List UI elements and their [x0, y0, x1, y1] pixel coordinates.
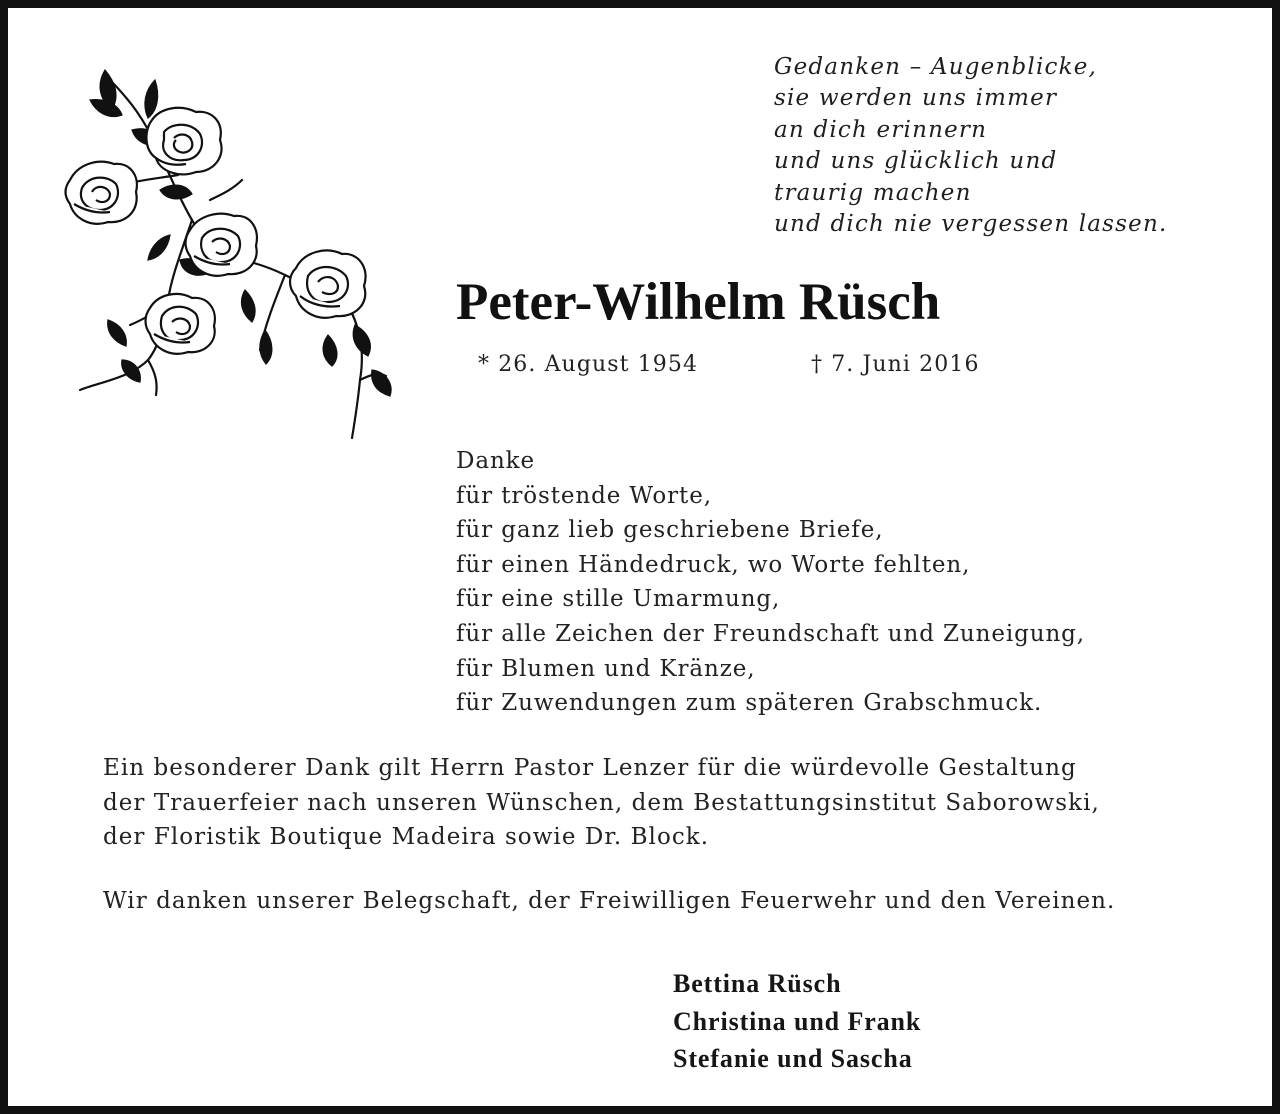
poem-line: und uns glücklich und [774, 148, 1058, 175]
poem-line: Gedanken – Augenblicke, [774, 54, 1098, 80]
memorial-poem [774, 52, 1168, 240]
thanks-line: für alle Zeichen der Freundschaft und Zuneigung, [456, 620, 1086, 647]
signature-line: Christina und Frank [673, 1006, 922, 1036]
thanks-line: für tröstende Worte, [456, 482, 712, 509]
thanks-line: für ganz lieb geschriebene Briefe, [456, 517, 884, 544]
paragraph-line: der Floristik Boutique Madeira sowie Dr. Block. [103, 824, 710, 851]
thanks-list [456, 444, 1085, 721]
thanks-line: für Blumen und Kränze, [456, 655, 756, 682]
poem-line: sie werden uns immer [774, 85, 1058, 112]
thanks-line: für eine stille Umarmung, [456, 586, 781, 613]
special-thanks-paragraph [103, 751, 1100, 855]
deceased-name: Peter-Wilhelm Rüsch [456, 273, 941, 331]
staff-thanks-paragraph: Wir danken unserer Belegschaft, der Freiwilligen Feuerwehr und den Vereinen. [103, 888, 1116, 914]
roses-illustration-icon [60, 60, 405, 440]
signature-line: Bettina Rüsch [673, 969, 842, 998]
death-date: † 7. Juni 2016 [811, 352, 980, 377]
poem-line: und dich nie vergessen lassen. [774, 211, 1168, 238]
signatures [673, 965, 921, 1078]
paragraph-line: der Trauerfeier nach unseren Wünschen, dem Bestattungsinstitut Saborowski, [103, 789, 1100, 816]
poem-line: traurig machen [774, 179, 972, 206]
thanks-line: Danke [456, 448, 536, 474]
paragraph-line: Ein besonderer Dank gilt Herrn Pastor Lenzer für die würdevolle Gestaltung [103, 755, 1077, 781]
signature-line: Stefanie und Sascha [673, 1044, 913, 1073]
thanks-line: für Zuwendungen zum späteren Grabschmuck. [456, 690, 1043, 717]
poem-line: an dich erinnern [774, 116, 988, 143]
thanks-line: für einen Händedruck, wo Worte fehlten, [456, 551, 971, 578]
birth-date: * 26. August 1954 [478, 352, 699, 377]
